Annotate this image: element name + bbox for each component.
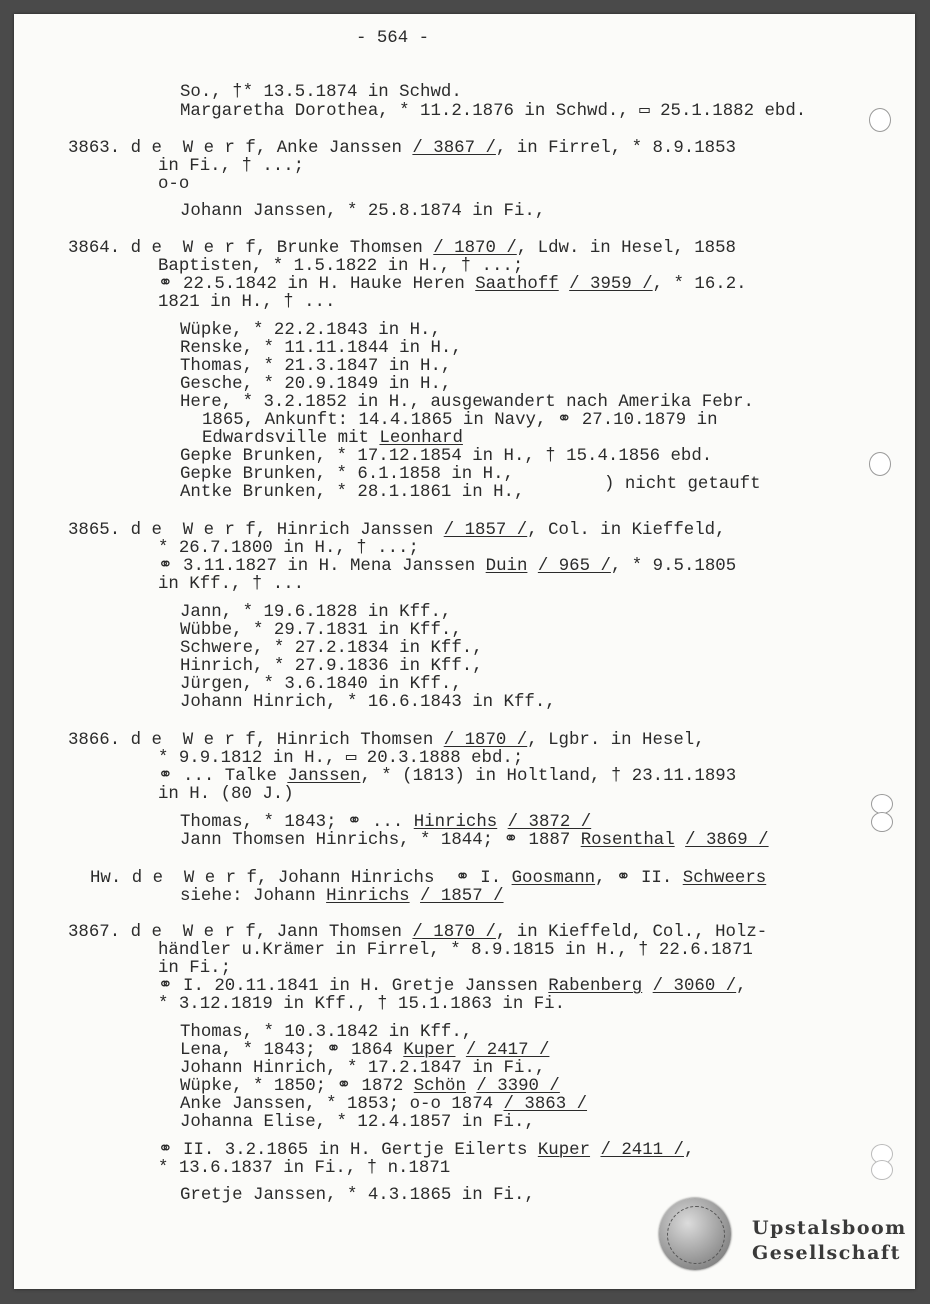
text-span: ⚭ I. 20.11.1841 in H. Gretje Janssen [158,977,549,996]
annotation: ) nicht getauft [604,475,761,494]
text-span: , [683,1141,695,1160]
child-line: Gretje Janssen, * 4.3.1865 in Fi., [180,1186,535,1205]
surname-link: Hinrichs [413,813,498,832]
entry-details: , Col. in Kieffeld, [527,521,726,540]
text-line: händler u.Krämer in Firrel, * 8.9.1815 in H., † 22.6.1871 [158,941,753,960]
child-line [180,814,591,832]
text-line: * 9.9.1812 in H., ▭ 20.3.1888 ebd.; [158,749,524,768]
surname-link: Rabenberg [548,977,643,996]
child-line: Hinrich, * 27.9.1836 in Kff., [180,657,483,676]
text-line: * 13.6.1837 in Fi., † n.1871 [158,1159,451,1178]
text-span: ⚭ 22.5.1842 in H. Hauke Heren [158,275,476,294]
cross-reference: / 1870 / [412,923,496,942]
child-line [180,832,769,850]
entry-number: 3865. [68,521,121,540]
entry-surname: d e W e r f, [130,239,267,258]
cross-reference: / 2411 / [600,1141,684,1160]
child-line: Wüpke, * 22.2.1843 in H., [180,321,441,340]
entry-number: 3863. [68,139,121,158]
text-span: Edwardsville mit [202,429,380,448]
entry-surname: d e W e r f, [130,521,267,540]
text-span: , ⚭ II. [595,869,683,888]
cross-reference: / 3959 / [569,275,653,294]
text-line: So., †* 13.5.1874 in Schwd. [180,83,462,102]
child-line: Antke Brunken, * 28.1.1861 in H., [180,483,525,502]
text-line [202,430,463,448]
entry-3863-heading [68,140,736,158]
text-line [180,888,504,906]
cross-reference: / 3863 / [503,1095,588,1114]
document-page [14,14,915,1289]
entry-3864-heading [68,240,736,258]
cross-reference: / 3867 / [412,139,496,158]
text-line: in Kff., † ... [158,575,305,594]
cross-reference: / 1857 / [443,521,528,540]
text-line: in H. (80 J.) [158,785,294,804]
page-number: - 564 - [356,29,430,48]
marriage-line [158,558,736,576]
child-line [180,1078,560,1096]
text-span: Jann Thomsen Hinrichs, * 1844; ⚭ 1887 [180,831,581,850]
cross-reference: / 3872 / [507,813,592,832]
entry-hw-heading [90,870,766,888]
marriage-line [158,768,736,786]
entry-details: , in Kieffeld, Col., Holz- [495,923,768,942]
text-line: in Fi., † ...; [158,157,305,176]
cross-reference: / 2417 / [465,1041,550,1060]
surname-link: Schön [413,1077,466,1096]
text-line: o-o [158,175,190,194]
child-line: Johanna Elise, * 12.4.1857 in Fi., [180,1113,535,1132]
entry-number: 3864. [68,239,121,258]
text-span: , * 16.2. [652,275,747,294]
entry-surname: d e W e r f, [130,139,267,158]
surname-link: Goosmann [511,869,596,888]
text-line: Margaretha Dorothea, * 11.2.1876 in Schwd., ▭ 25.1.1882 ebd. [180,102,807,121]
entry-number: 3866. [68,731,121,750]
child-line: Schwere, * 27.2.1834 in Kff., [180,639,483,658]
child-line [180,1042,549,1060]
entry-3866-heading [68,732,705,750]
text-line: 1821 in H., † ... [158,293,336,312]
child-line: Gepke Brunken, * 6.1.1858 in H., [180,465,514,484]
entry-3867-heading [68,924,767,942]
marriage-line [158,1142,694,1160]
entry-given-name: Jann Thomsen [276,923,402,942]
cross-reference: / 1870 / [433,239,517,258]
child-line: Gesche, * 20.9.1849 in H., [180,375,452,394]
society-seal-icon [659,1198,731,1270]
surname-link: Janssen [287,767,361,786]
text-line: * 26.7.1800 in H., † ...; [158,539,419,558]
surname-link: Rosenthal [580,831,675,850]
text-span: ⚭ II. 3.2.1865 in H. Gertje Eilerts [158,1141,538,1160]
child-line: Gepke Brunken, * 17.12.1854 in H., † 15.4.1856 ebd. [180,447,713,466]
entry-surname: d e W e r f, [130,923,267,942]
cross-reference: / 3390 / [476,1077,560,1096]
child-line: Wübbe, * 29.7.1831 in Kff., [180,621,462,640]
entry-details: , Lgbr. in Hesel, [527,731,705,750]
surname-link: Schweers [682,869,767,888]
entry-given-name: Anke Janssen [276,139,402,158]
punch-hole-icon [871,812,893,832]
cross-reference: / 1870 / [443,731,528,750]
punch-hole-icon [869,108,891,132]
text-line: in Fi.; [158,959,232,978]
child-line: Thomas, * 10.3.1842 in Kff., [180,1023,473,1042]
text-span: Thomas, * 1843; ⚭ ... [180,813,414,832]
text-span: , * 9.5.1805 [610,557,737,576]
surname-link: Duin [485,557,528,576]
text-span: Lena, * 1843; ⚭ 1864 [180,1041,404,1060]
text-line: 1865, Ankunft: 14.4.1865 in Navy, ⚭ 27.10.1879 in [202,411,718,430]
text-span: ⚭ 3.11.1827 in H. Mena Janssen [158,557,486,576]
cross-reference: / 1857 / [420,887,504,906]
punch-hole-icon [871,794,893,814]
child-line: Jann, * 19.6.1828 in Kff., [180,603,452,622]
text-span: Wüpke, * 1850; ⚭ 1872 [180,1077,414,1096]
text-span: Anke Janssen, * 1853; o-o 1874 [180,1095,504,1114]
surname-link: Leonhard [379,429,463,448]
cross-reference: / 3060 / [652,977,737,996]
punch-hole-icon [871,1160,893,1180]
entry-given-name: Johann Hinrichs ⚭ I. [277,869,512,888]
surname-link: Hinrichs [326,887,410,906]
child-line: Johann Hinrich, * 16.6.1843 in Kff., [180,693,556,712]
child-line: Renske, * 11.11.1844 in H., [180,339,462,358]
text-span: , * (1813) in Holtland, † 23.11.1893 [360,767,737,786]
entry-details: , Ldw. in Hesel, 1858 [516,239,736,258]
society-name-line1: Upstalsboom [752,1217,907,1239]
text-span: ⚭ ... Talke [158,767,288,786]
surname-link: Saathoff [475,275,559,294]
child-line [180,1096,587,1114]
child-line: Jürgen, * 3.6.1840 in Kff., [180,675,462,694]
entry-surname: d e W e r f, [130,731,267,750]
entry-details: , in Firrel, * 8.9.1853 [495,139,736,158]
text-span: siehe: Johann [180,887,327,906]
text-span: , [736,977,747,996]
child-line: Thomas, * 21.3.1847 in H., [180,357,452,376]
entry-given-name: Hinrich Thomsen [276,731,434,750]
child-line: Johann Hinrich, * 17.2.1847 in Fi., [180,1059,546,1078]
child-line: Johann Janssen, * 25.8.1874 in Fi., [180,202,546,221]
cross-reference: / 3869 / [685,831,769,850]
surname-link: Kuper [403,1041,456,1060]
society-name-line2: Gesellschaft [752,1242,901,1264]
entry-surname: d e W e r f, [131,869,268,888]
text-line: * 3.12.1819 in Kff., † 15.1.1863 in Fi. [158,995,566,1014]
marriage-line [158,276,747,294]
entry-given-name: Hinrich Janssen [276,521,434,540]
surname-link: Kuper [537,1141,591,1160]
entry-number: Hw. [90,869,122,888]
cross-reference: / 965 / [537,557,611,576]
entry-number: 3867. [68,923,121,942]
marriage-line [158,978,747,996]
entry-given-name: Brunke Thomsen [276,239,423,258]
text-line: Baptisten, * 1.5.1822 in H., † ...; [158,257,524,276]
entry-3865-heading [68,522,726,540]
child-line: Here, * 3.2.1852 in H., ausgewandert nach Amerika Febr. [180,393,754,412]
punch-hole-icon [869,452,891,476]
